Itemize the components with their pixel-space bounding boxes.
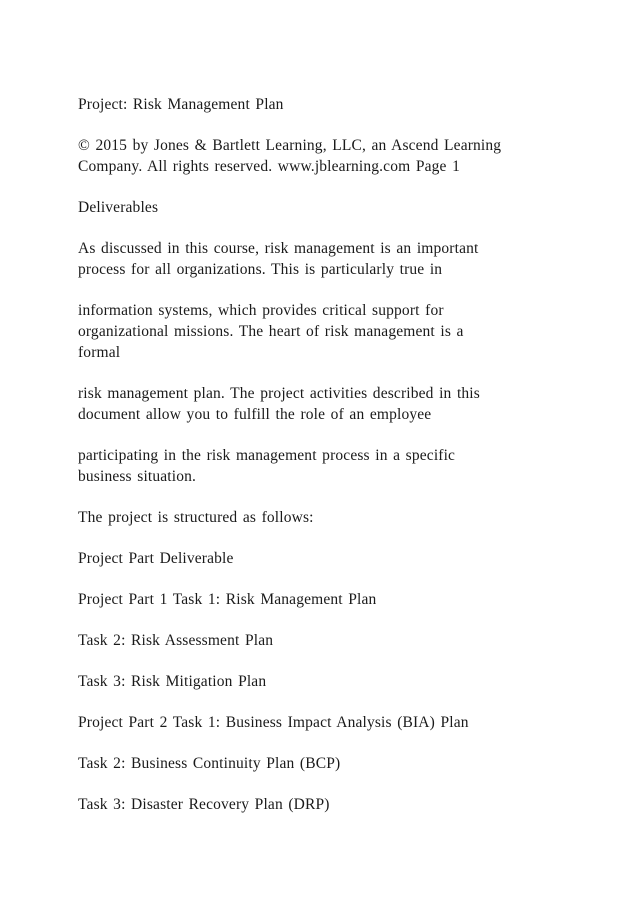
copyright-line: © 2015 by Jones & Bartlett Learning, LLC, an Ascend Learning [78,137,502,154]
body-line: business situation. [78,468,197,485]
copyright-line: Company. All rights reserved. www.jblearning.com Page 1 [78,158,460,175]
body-paragraph [78,238,618,280]
deliverable-item [78,753,618,774]
document-title [78,94,618,115]
body-line: process for all organizations. This is particularly true in [78,261,443,278]
deliverable-line: Task 3: Disaster Recovery Plan (DRP) [78,796,330,813]
deliverable-item [78,630,618,651]
section-heading [78,197,618,218]
table-header [78,548,618,569]
deliverable-item [78,589,618,610]
body-line: participating in the risk management process in a specific [78,447,456,464]
intro-line: The project is structured as follows: [78,509,314,526]
deliverable-line: Task 2: Business Continuity Plan (BCP) [78,755,341,772]
deliverable-line: Task 3: Risk Mitigation Plan [78,673,267,690]
deliverable-line: Task 2: Risk Assessment Plan [78,632,274,649]
body-paragraph [78,300,618,363]
title-line: Project: Risk Management Plan [78,96,284,113]
structure-intro [78,507,618,528]
deliverable-item [78,671,618,692]
heading-line: Deliverables [78,199,159,216]
body-line: information systems, which provides critical support for [78,302,444,319]
body-line: risk management plan. The project activities described in this [78,385,480,402]
body-line: document allow you to fulfill the role of an employee [78,406,432,423]
body-line: formal [78,344,121,361]
deliverable-line: Project Part 2 Task 1: Business Impact Analysis (BIA) Plan [78,714,469,731]
deliverable-item [78,712,618,733]
document-content [78,94,618,815]
table-header-line: Project Part Deliverable [78,550,234,567]
deliverable-item [78,794,618,815]
copyright-notice [78,135,618,177]
body-paragraph [78,445,618,487]
deliverable-line: Project Part 1 Task 1: Risk Management Plan [78,591,377,608]
body-line: As discussed in this course, risk management is an important [78,240,479,257]
body-line: organizational missions. The heart of risk management is a [78,323,464,340]
body-paragraph [78,383,618,425]
